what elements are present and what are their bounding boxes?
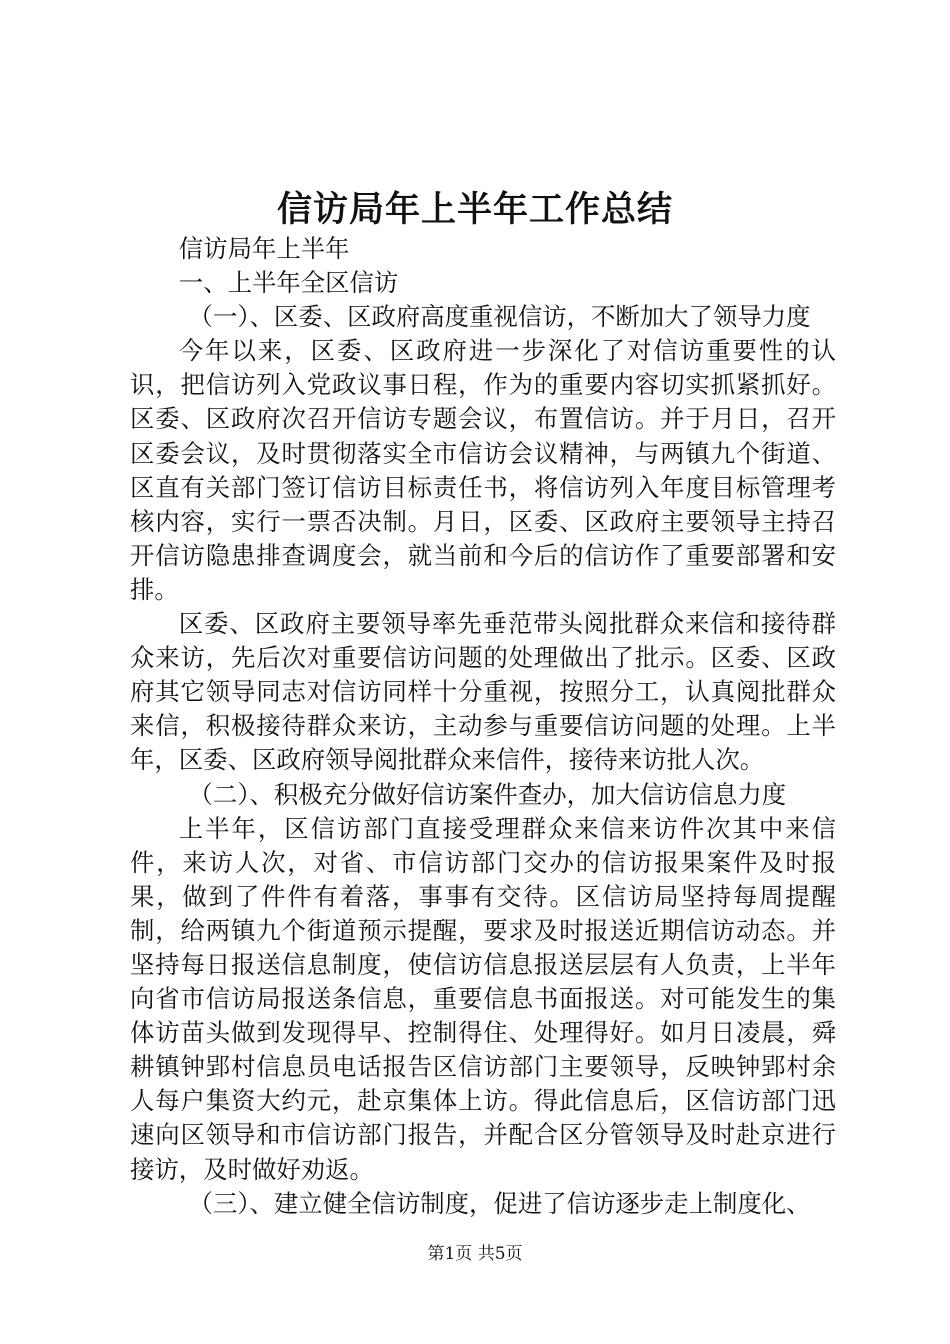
- subsection-heading: （一）、区委、区政府高度重视信访，不断加大了领导力度: [188, 302, 811, 332]
- document-title: 信访局年上半年工作总结: [276, 189, 673, 230]
- body-paragraph: 上半年，区信访部门直接受理群众来信来访件次其中来信件，来访人次，对省、市信访部门交办的信访报果案件及时报果，做到了件件有着落，事事有交待。区信访局坚持每周提醒制，给两镇九个街道预示提醒，要求及时报送近期信访动态。并坚持每日报送信息制度，使信访信息报送层层有人负责，上半年向省市信访局报送条信息，重要信息书面报送。对可能发生的集体访苗头做到发现得早、控制得住、处理得好。如月日凌晨，舜耕镇钟郢村信息员电话报告区信访部门主要领导，反映钟郢村余人每户集资大约元，赴京集体上访。得此信息后，区信访部门迅速向区领导和市信访部门报告，并配合区分管领导及时赴京进行接访，及时做好劝返。: [130, 813, 836, 1184]
- subsection-heading: （二）、积极充分做好信访案件查办，加大信访信息力度: [188, 779, 787, 809]
- body-paragraph: 今年以来，区委、区政府进一步深化了对信访重要性的认识，把信访列入党政议事日程，作为的重要内容切实抓紧抓好。区委、区政府次召开信访专题会议，布置信访。并于月日，召开区委会议，及时贯彻落实全市信访会议精神，与两镇九个街道、区直有关部门签订信访目标责任书，将信访列入年度目标管理考核内容，实行一票否决制。月日，区委、区政府主要领导主持召开信访隐患排查调度会，就当前和今后的信访作了重要部署和安排。: [130, 336, 836, 604]
- section-heading: 一、上半年全区信访: [178, 268, 399, 298]
- subsection-heading: （三）、建立健全信访制度，促进了信访逐步走上制度化、: [188, 1188, 811, 1218]
- intro-line: 信访局年上半年: [178, 234, 350, 263]
- document-body: [130, 232, 836, 1221]
- page-number-footer: 第1页 共5页: [427, 1244, 523, 1264]
- body-paragraph: 区委、区政府主要领导率先垂范带头阅批群众来信和接待群众来访，先后次对重要信访问题的处理做出了批示。区委、区政府其它领导同志对信访同样十分重视，按照分工，认真阅批群众来信，积极接待群众来访，主动参与重要信访问题的处理。上半年，区委、区政府领导阅批群众来信件，接待来访批人次。: [130, 609, 836, 775]
